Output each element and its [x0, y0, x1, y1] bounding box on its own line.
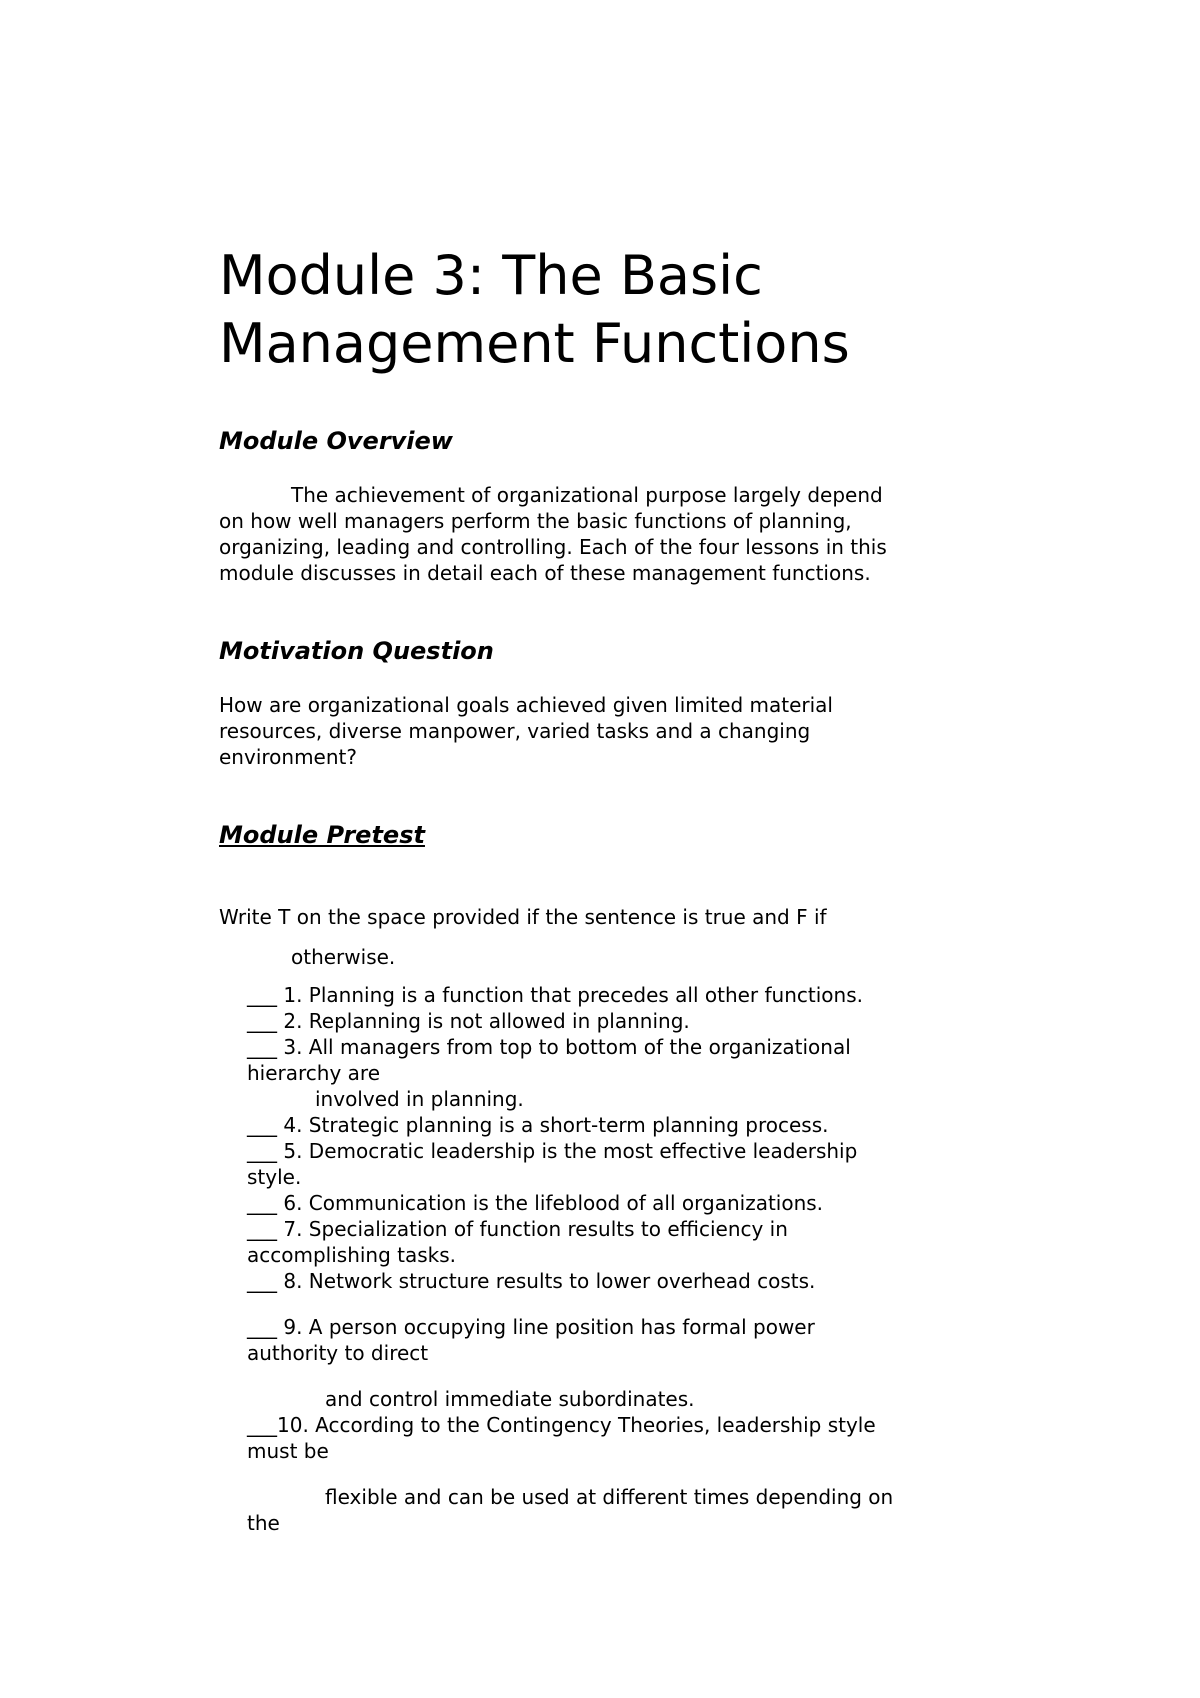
pretest-item-line: must be — [247, 1439, 329, 1463]
pretest-item-line: ___ 9. A person occupying line position has formal power — [247, 1315, 815, 1339]
pretest-item-line: ___ 3. All managers from top to bottom of the organizational — [247, 1035, 851, 1059]
pretest-item-line: ___ 7. Specialization of function results to efficiency in — [247, 1217, 788, 1241]
pretest-heading: Module Pretest — [219, 821, 425, 849]
motivation-line: How are organizational goals achieved given limited material — [219, 693, 833, 717]
overview-heading: Module Overview — [219, 427, 453, 455]
pretest-item-line: and control immediate subordinates. — [325, 1387, 695, 1411]
pretest-item-line: authority to direct — [247, 1341, 429, 1365]
pretest-item-line: ___ 5. Democratic leadership is the most effective leadership — [247, 1139, 858, 1163]
overview-line: module discusses in detail each of these management functions. — [219, 561, 871, 585]
pretest-item-line: involved in planning. — [315, 1087, 524, 1111]
pretest-item-line: ___ 6. Communication is the lifeblood of all organizations. — [247, 1191, 824, 1215]
pretest-item-line: the — [247, 1511, 280, 1535]
pretest-item-line: accomplishing tasks. — [247, 1243, 457, 1267]
pretest-instruction: Write T on the space provided if the sentence is true and F if — [219, 905, 827, 929]
pretest-item-line: ___ 4. Strategic planning is a short-term planning process. — [247, 1113, 829, 1137]
overview-line: organizing, leading and controlling. Each of the four lessons in this — [219, 535, 887, 559]
pretest-item-line: hierarchy are — [247, 1061, 381, 1085]
motivation-heading: Motivation Question — [219, 637, 494, 665]
overview-line: on how well managers perform the basic functions of planning, — [219, 509, 852, 533]
pretest-item-line: ___10. According to the Contingency Theories, leadership style — [247, 1413, 876, 1437]
pretest-instruction: otherwise. — [291, 945, 396, 969]
page-title-line-2: Management Functions — [219, 312, 850, 375]
motivation-line: resources, diverse manpower, varied tasks and a changing — [219, 719, 811, 743]
pretest-item-line: ___ 1. Planning is a function that precedes all other functions. — [247, 983, 863, 1007]
motivation-line: environment? — [219, 745, 357, 769]
pretest-item-line: style. — [247, 1165, 302, 1189]
pretest-item-line: ___ 8. Network structure results to lower overhead costs. — [247, 1269, 816, 1293]
page-title-line-1: Module 3: The Basic — [219, 244, 763, 307]
pretest-item-line: flexible and can be used at different times depending on — [325, 1485, 894, 1509]
overview-line: The achievement of organizational purpose largely depend — [291, 483, 883, 507]
pretest-item-line: ___ 2. Replanning is not allowed in planning. — [247, 1009, 690, 1033]
